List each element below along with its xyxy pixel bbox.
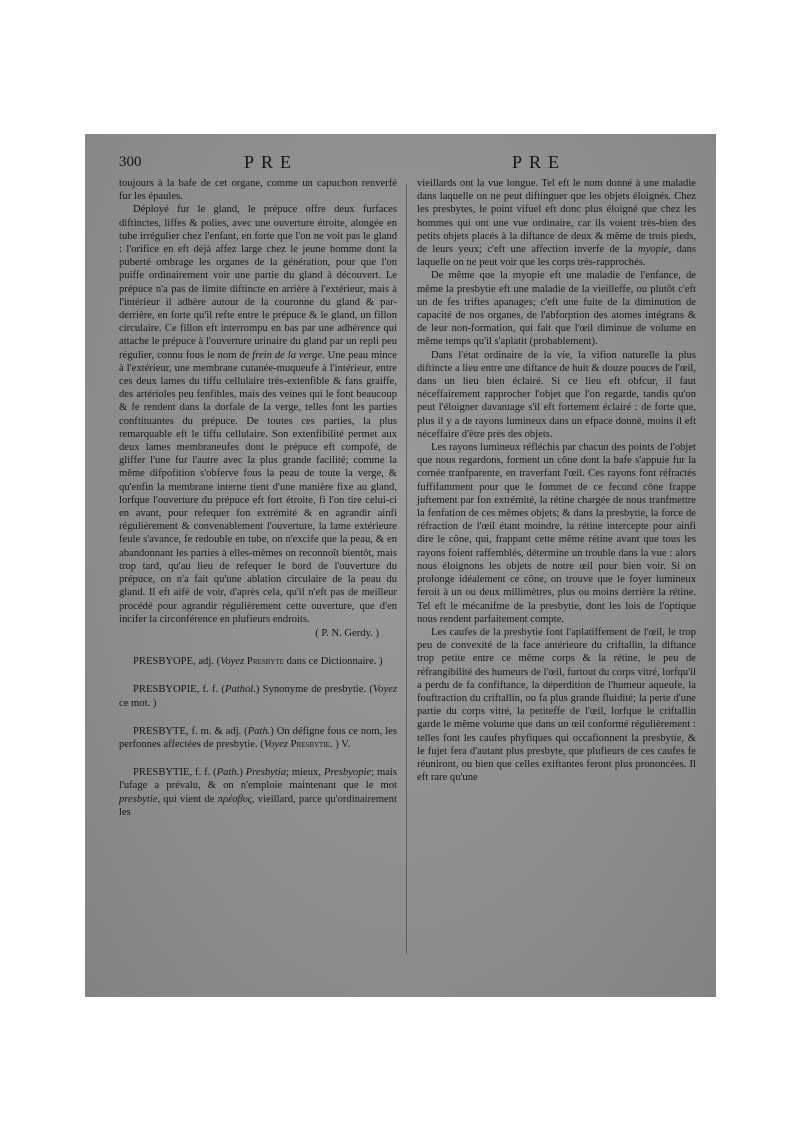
left-column xyxy=(119,177,397,819)
page-number: 300 xyxy=(119,154,142,170)
running-head-right: PRE xyxy=(512,152,567,172)
paragraph: Dans l'état ordinaire de la vie, la vifion naturelle la plus diftincte a lieu entre une diftance de huit & douze pouces de l'œil, dans un lieu bien éclairé. Si ce lieu eft obfcur, il faut néceffairement rapprocher l'objet que l'on regarde, tandis qu'on peut l'éloigner davantage s'il eft fortement éclairé : de forte que, plus il y a de rayons lumineux dans un efpace donné, moins il eft néceffaire d'être près des objets. xyxy=(417,349,696,440)
scanned-page xyxy=(85,134,716,997)
page-header xyxy=(119,154,682,176)
paragraph: Les rayons lumineux réfléchis par chacun des points de l'objet que nous regardons, forment un cône dont la bafe s'appuie fur la cornée tranfparente, en traverfant l'œil. Ces rayons font réfractés fuffifamment pour que le fommet de ce fecond cône frappe juftement par fon extrémité, la rétine chargée de nous tranfmettre la fenfation de ces mêmes objets; & dans la presbytie, la force de réfraction de l'œil étant moindre, la rétine intercepte pour ainfi dire le cône, qui, frappant cette même rétine avant que tous les rayons foient raffemblés, détermine un trouble dans la vue : alors nous éloignons les objets de notre œil pour bien voir. Si on prolonge idéalement ce cône, on trouve que le foyer lumineux feroit à un ou deux millimètres, plus ou moins derrière la rétine. Tel eft le mécanifme de la presbytie, dont les lois de l'optique nous rendent parfaitement compte. xyxy=(417,442,696,625)
paragraph: vieillards ont la vue longue. Tel eft le nom donné à une maladie dans laquelle on ne peut diftinguer que les objets éloignés. Chez les presbytes, le point vifuel eft donc plus éloigné que chez les hommes qui ont une vue ordinaire, car ils voient très-bien des petits objets placés à la diftance de deux & même de trois pieds, de leurs yeux; c'eft une affection inverfe de la myopie, dans laquelle on ne peut voir que les corps très-rapprochés. xyxy=(417,178,696,269)
author-signature: ( P. N. Gerdy. ) xyxy=(315,627,379,639)
right-column xyxy=(417,177,696,784)
running-head-left: PRE xyxy=(244,152,299,172)
paragraph: Les caufes de la presbytie font l'aplatiffement de l'œil, le trop peu de convexité de la face antérieure du criftallin, la diftance trop petite entre ce même corps & la rétine, le peu de réfrangibilité des humeurs de l'œil, furtout du corps vitré, lorfqu'il a perdu de fa confiftance, la déperdition de l'humeur aqueufe, la fouftraction du criftallin, ou fa plus grande fluidité; la perte d'une partie du corps vitré, la petiteffe de l'œil, lorfque le criftallin garde le même volume que dans un œil conformé régulièrement : telles font les caufes phyfiques qui occafionnent la presbytie, & le fujet fera d'autant plus presbyte, que plufieurs de ces caufes fe réuniront, ou bien que celles exiftantes feront plus prononcées. Il eft rare qu'une xyxy=(417,626,696,784)
dictionary-entry: PRESBYOPE, adj. (Voyez Presbyte dans ce Dictionnaire. ) xyxy=(133,656,383,668)
paragraph: Déployé fur le gland, le prépuce offre deux furfaces diftinctes, liffes & polies, avec une ouverture étroite, alongée en tube irrégulier chez l'enfant, en forte que l'on ne voit pas le gland : l'orifice en eft déjà affez large chez le jeune homme dont la puberté ombrage les organes de la génération, pour que l'on puiffe ordinairement voir une partie du gland à découvert. Le prépuce n'a pas de limite diftincte en arrière à l'extérieur, mais à l'intérieur il adhère autour de la couronne du gland & par-derrière, en forte qu'il refte entre le prépuce & le gland, un fillon circulaire. Ce fillon eft interrompu en bas par une adhérence qui attache le prépuce à l'ouverture urinaire du gland par un repli peu régulier, connu fous le nom de frein de la verge. Une peau mince à l'extérieur, une membrane cutanée-muqueufe à l'intérieur, entre ces deux lames du tiffu cellulaire très-extenfible & fans graiffe, des artérioles peu fenfibles, mais des veines qui le font beaucoup & fe rendent dans la dorfale de la verge, telles font les parties conftituantes du prépuce. De toutes ces parties, la plus remarquable eft le tiffu cellulaire. Son extenfibilité permet aux deux lames membraneufes dont le prépuce eft compofé, de gliffer l'une fur l'autre avec la plus grande facilité; comme la même difpofition s'obferve fous la peau de toute la verge, & qu'enfin la membrane interne tient d'une manière fixe au gland, lorfque l'ouverture du prépuce eft fort étroite, fi l'on tire celui-ci en avant, pour refequer fon extrémité & en agrandir ainfi régulièrement & convenablement l'ouverture, la lame extérieure feule s'avance, fe redouble en tube, on n'excife que la peau, & en abandonnant les parties à elles-mêmes on reconnoît bientôt, mais trop tard, qu'au lieu de refequer le bord de l'ouverture du prépuce, on n'a fait qu'une ablation circulaire de la peau du gland. Il eft aifé de voir, d'après cela, qu'il n'eft pas de meilleur procédé pour agrandir régulièrement cette ouverture, que d'en incifer la circonférence en plufieurs endroits. xyxy=(119,204,397,625)
paragraph: toujours à la bafe de cet organe, comme un capuchon renverfé fur les épaules. xyxy=(119,178,397,203)
dictionary-entry: PRESBYOPIE, f. f. (Pathol.) Synonyme de presbytie. (Voyez ce mot. ) xyxy=(119,684,397,709)
dictionary-entry: PRESBYTE, f. m. & adj. (Path.) On défigne fous ce nom, les perfonnes affectées de presbytie. (Voyez Presbytie. ) V. xyxy=(119,725,397,750)
paragraph: De même que la myopie eft une maladie de l'enfance, de même la presbytie eft une maladie de la vieilleffe, ou plutôt c'eft un de fes triftes apanages; c'eft une fuite de la diminution de capacité de nos organes, de l'abforption des atomes intégrans & de leur non-formation, qui fait que l'œil diminue de volume en même temps qu'il s'aplatit (probablement). xyxy=(417,270,696,348)
column-divider xyxy=(406,184,407,954)
dictionary-entry: PRESBYTIE, f. f. (Path.) Presbytia; mieux, Presbyopie; mais l'ufage a prévalu, & on n'emploie maintenant que le mot presbytie, qui vient de πρέσβυς, vieillard, parce qu'ordinairement les xyxy=(119,767,397,818)
